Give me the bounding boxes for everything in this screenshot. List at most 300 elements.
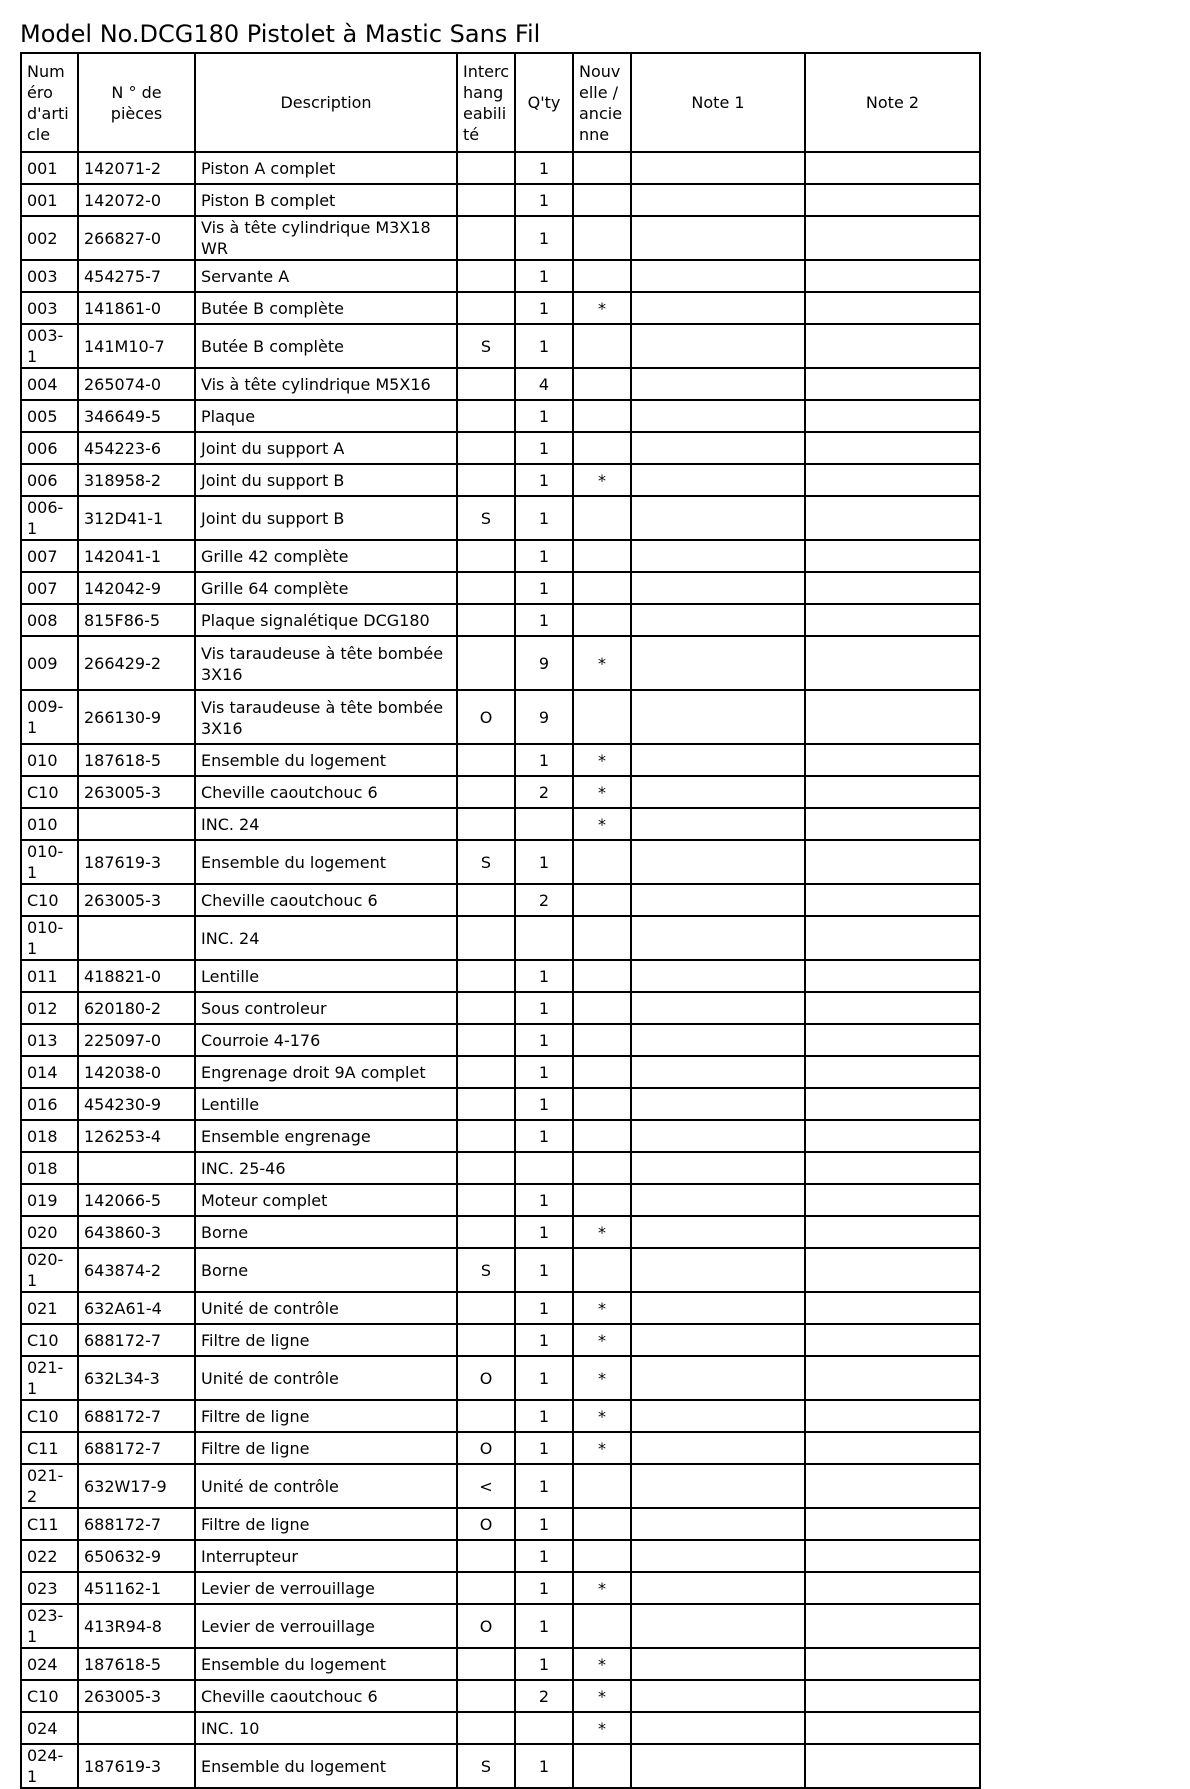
cell-description: Sous controleur [195,992,457,1024]
header-note-2: Note 2 [805,53,980,152]
cell-item-no: 024 [21,1648,78,1680]
cell-qty: 1 [515,260,573,292]
cell-description: Lentille [195,960,457,992]
cell-qty: 1 [515,216,573,260]
cell-note-2 [805,1024,980,1056]
cell-interchangeability [457,916,515,960]
cell-description: Engrenage droit 9A complet [195,1056,457,1088]
cell-note-2 [805,1184,980,1216]
cell-part-no: 266827-0 [78,216,195,260]
cell-qty: 1 [515,1216,573,1248]
cell-interchangeability [457,540,515,572]
table-row [21,1540,980,1572]
cell-new-old [573,1744,631,1788]
header-qty: Q'ty [515,53,573,152]
cell-qty: 2 [515,776,573,808]
parts-table [20,52,981,1789]
cell-new-old [573,1024,631,1056]
cell-interchangeability: S [457,496,515,540]
cell-qty: 2 [515,1680,573,1712]
cell-new-old [573,432,631,464]
cell-note-1 [631,1356,805,1400]
cell-new-old: * [573,1432,631,1464]
cell-description: Ensemble du logement [195,1744,457,1788]
cell-new-old: * [573,1400,631,1432]
cell-note-2 [805,1292,980,1324]
cell-item-no: 019 [21,1184,78,1216]
cell-note-1 [631,1184,805,1216]
cell-note-1 [631,992,805,1024]
cell-new-old [573,572,631,604]
cell-interchangeability [457,1024,515,1056]
cell-description: Butée B complète [195,324,457,368]
cell-item-no: C10 [21,776,78,808]
cell-part-no: 126253-4 [78,1120,195,1152]
cell-item-no: 003 [21,260,78,292]
cell-qty: 1 [515,1120,573,1152]
table-row [21,1120,980,1152]
cell-note-2 [805,636,980,690]
table-row [21,1604,980,1648]
cell-note-1 [631,604,805,636]
cell-interchangeability [457,1540,515,1572]
cell-interchangeability [457,1184,515,1216]
cell-qty: 1 [515,1508,573,1540]
cell-note-2 [805,1572,980,1604]
cell-note-1 [631,184,805,216]
cell-part-no: 688172-7 [78,1432,195,1464]
cell-qty: 1 [515,1400,573,1432]
cell-new-old [573,216,631,260]
cell-part-no: 187618-5 [78,744,195,776]
cell-interchangeability: S [457,1744,515,1788]
cell-note-2 [805,960,980,992]
table-row [21,776,980,808]
table-row [21,1712,980,1744]
cell-note-1 [631,840,805,884]
cell-note-1 [631,152,805,184]
cell-new-old [573,400,631,432]
cell-item-no: 003 [21,292,78,324]
cell-note-2 [805,216,980,260]
cell-part-no: 643860-3 [78,1216,195,1248]
cell-note-2 [805,324,980,368]
table-row [21,1184,980,1216]
cell-note-2 [805,1248,980,1292]
cell-part-no: 632L34-3 [78,1356,195,1400]
cell-new-old [573,840,631,884]
table-row [21,1152,980,1184]
cell-new-old [573,690,631,744]
table-row [21,260,980,292]
cell-description: Butée B complète [195,292,457,324]
cell-note-2 [805,604,980,636]
cell-note-2 [805,184,980,216]
cell-new-old [573,1152,631,1184]
cell-item-no: 009 [21,636,78,690]
table-row [21,636,980,690]
cell-qty: 1 [515,1184,573,1216]
cell-new-old [573,1248,631,1292]
cell-part-no [78,808,195,840]
cell-item-no: 012 [21,992,78,1024]
cell-note-2 [805,572,980,604]
cell-note-1 [631,808,805,840]
cell-item-no: 024 [21,1712,78,1744]
cell-part-no: 815F86-5 [78,604,195,636]
cell-interchangeability [457,1648,515,1680]
cell-qty: 1 [515,1088,573,1120]
header-new-old: Nouvelle / ancienne [573,53,631,152]
cell-item-no: 010-1 [21,840,78,884]
cell-description: Joint du support B [195,464,457,496]
cell-interchangeability [457,1572,515,1604]
table-row [21,960,980,992]
cell-note-2 [805,1508,980,1540]
cell-interchangeability [457,776,515,808]
cell-item-no: 014 [21,1056,78,1088]
cell-part-no: 142066-5 [78,1184,195,1216]
table-row [21,496,980,540]
cell-note-2 [805,1432,980,1464]
cell-qty: 1 [515,840,573,884]
cell-item-no: 010-1 [21,916,78,960]
cell-qty: 1 [515,1432,573,1464]
cell-description: Cheville caoutchouc 6 [195,884,457,916]
table-row [21,464,980,496]
table-row [21,1088,980,1120]
cell-new-old [573,960,631,992]
parts-table-body [21,152,980,1788]
cell-description: Borne [195,1248,457,1292]
cell-note-1 [631,1540,805,1572]
table-row [21,1508,980,1540]
cell-new-old: * [573,1292,631,1324]
cell-interchangeability: O [457,1604,515,1648]
cell-description: Ensemble du logement [195,744,457,776]
cell-new-old: * [573,464,631,496]
cell-item-no: 024-1 [21,1744,78,1788]
cell-item-no: 005 [21,400,78,432]
cell-item-no: C11 [21,1508,78,1540]
cell-description: Borne [195,1216,457,1248]
cell-qty: 1 [515,1056,573,1088]
cell-part-no: 142071-2 [78,152,195,184]
cell-part-no [78,916,195,960]
cell-part-no: 187619-3 [78,840,195,884]
cell-part-no: 650632-9 [78,1540,195,1572]
cell-interchangeability [457,1400,515,1432]
cell-item-no: 011 [21,960,78,992]
cell-item-no: 006 [21,464,78,496]
cell-part-no: 187619-3 [78,1744,195,1788]
cell-interchangeability [457,1680,515,1712]
cell-item-no: 023 [21,1572,78,1604]
cell-interchangeability: < [457,1464,515,1508]
table-row [21,916,980,960]
cell-interchangeability [457,1152,515,1184]
table-row [21,1356,980,1400]
cell-qty: 1 [515,1248,573,1292]
cell-qty [515,1152,573,1184]
cell-note-2 [805,1744,980,1788]
cell-note-1 [631,1712,805,1744]
cell-note-1 [631,690,805,744]
cell-item-no: C10 [21,1400,78,1432]
cell-note-2 [805,292,980,324]
cell-qty: 1 [515,464,573,496]
cell-description: Filtre de ligne [195,1508,457,1540]
cell-description: Interrupteur [195,1540,457,1572]
cell-item-no: 018 [21,1120,78,1152]
cell-item-no: 021-1 [21,1356,78,1400]
cell-interchangeability [457,1056,515,1088]
table-row [21,1400,980,1432]
cell-item-no: 004 [21,368,78,400]
cell-interchangeability: O [457,1432,515,1464]
cell-qty [515,808,573,840]
cell-description: Levier de verrouillage [195,1572,457,1604]
cell-interchangeability [457,1712,515,1744]
header-description: Description [195,53,457,152]
cell-part-no: 632W17-9 [78,1464,195,1508]
cell-interchangeability [457,432,515,464]
cell-note-2 [805,464,980,496]
cell-note-2 [805,884,980,916]
cell-interchangeability: S [457,1248,515,1292]
table-row [21,1056,980,1088]
cell-note-2 [805,1356,980,1400]
cell-item-no: 002 [21,216,78,260]
cell-new-old [573,992,631,1024]
cell-qty: 1 [515,496,573,540]
cell-note-2 [805,1648,980,1680]
cell-note-1 [631,496,805,540]
cell-item-no: C11 [21,1432,78,1464]
cell-part-no: 312D41-1 [78,496,195,540]
cell-note-2 [805,690,980,744]
cell-interchangeability [457,1216,515,1248]
cell-description: Servante A [195,260,457,292]
table-row [21,324,980,368]
cell-interchangeability [457,744,515,776]
table-row [21,1680,980,1712]
cell-qty: 1 [515,1604,573,1648]
cell-interchangeability [457,636,515,690]
table-row [21,1248,980,1292]
cell-qty: 1 [515,1324,573,1356]
cell-interchangeability [457,1292,515,1324]
cell-note-1 [631,1648,805,1680]
cell-part-no: 318958-2 [78,464,195,496]
cell-part-no: 454275-7 [78,260,195,292]
cell-new-old: * [573,808,631,840]
cell-qty: 1 [515,152,573,184]
cell-note-2 [805,1216,980,1248]
cell-part-no: 142072-0 [78,184,195,216]
cell-part-no: 266130-9 [78,690,195,744]
cell-interchangeability [457,260,515,292]
cell-new-old: * [573,1572,631,1604]
cell-note-1 [631,432,805,464]
cell-note-1 [631,1400,805,1432]
cell-new-old: * [573,1680,631,1712]
cell-qty: 1 [515,1464,573,1508]
table-row [21,400,980,432]
cell-note-1 [631,744,805,776]
cell-interchangeability: S [457,324,515,368]
cell-qty: 1 [515,1024,573,1056]
cell-item-no: 001 [21,152,78,184]
cell-note-2 [805,152,980,184]
page-title: Model No.DCG180 Pistolet à Mastic Sans Fil [20,20,541,48]
cell-interchangeability [457,400,515,432]
table-row [21,1024,980,1056]
cell-new-old [573,1508,631,1540]
cell-note-1 [631,960,805,992]
cell-note-1 [631,1464,805,1508]
cell-part-no: 263005-3 [78,776,195,808]
cell-note-1 [631,324,805,368]
cell-note-1 [631,1248,805,1292]
cell-note-2 [805,776,980,808]
cell-new-old: * [573,744,631,776]
table-row [21,744,980,776]
cell-note-1 [631,572,805,604]
cell-item-no: 013 [21,1024,78,1056]
cell-part-no [78,1152,195,1184]
cell-note-2 [805,1604,980,1648]
cell-description: Unité de contrôle [195,1356,457,1400]
cell-item-no: 021-2 [21,1464,78,1508]
cell-description: Lentille [195,1088,457,1120]
cell-qty: 1 [515,540,573,572]
cell-interchangeability [457,572,515,604]
cell-note-2 [805,496,980,540]
cell-note-1 [631,540,805,572]
cell-description: Moteur complet [195,1184,457,1216]
cell-part-no: 643874-2 [78,1248,195,1292]
cell-note-1 [631,1432,805,1464]
table-row [21,1432,980,1464]
cell-new-old [573,1464,631,1508]
cell-description: Ensemble du logement [195,840,457,884]
cell-description: Levier de verrouillage [195,1604,457,1648]
cell-item-no: 022 [21,1540,78,1572]
cell-note-2 [805,260,980,292]
cell-interchangeability [457,292,515,324]
cell-part-no: 688172-7 [78,1508,195,1540]
cell-description: INC. 25-46 [195,1152,457,1184]
cell-note-2 [805,1152,980,1184]
cell-interchangeability [457,1324,515,1356]
cell-description: INC. 24 [195,808,457,840]
header-interchangeability: Interchangeabilité [457,53,515,152]
cell-part-no: 142041-1 [78,540,195,572]
cell-item-no: 020-1 [21,1248,78,1292]
table-row [21,1464,980,1508]
cell-part-no: 141M10-7 [78,324,195,368]
cell-item-no: 023-1 [21,1604,78,1648]
cell-note-1 [631,1292,805,1324]
cell-part-no: 142038-0 [78,1056,195,1088]
table-row [21,184,980,216]
cell-interchangeability [457,808,515,840]
table-row [21,808,980,840]
cell-qty: 1 [515,744,573,776]
cell-description: Vis taraudeuse à tête bombée 3X16 [195,690,457,744]
cell-note-1 [631,1152,805,1184]
cell-qty: 1 [515,992,573,1024]
table-row [21,432,980,464]
cell-part-no: 187618-5 [78,1648,195,1680]
cell-part-no: 413R94-8 [78,1604,195,1648]
cell-note-1 [631,1056,805,1088]
cell-interchangeability: O [457,1356,515,1400]
cell-note-1 [631,636,805,690]
cell-note-2 [805,1540,980,1572]
table-row [21,1572,980,1604]
cell-part-no: 263005-3 [78,1680,195,1712]
cell-note-2 [805,1056,980,1088]
cell-new-old [573,324,631,368]
cell-part-no: 266429-2 [78,636,195,690]
cell-note-1 [631,216,805,260]
cell-part-no: 632A61-4 [78,1292,195,1324]
table-row [21,292,980,324]
cell-qty: 1 [515,184,573,216]
cell-description: Courroie 4-176 [195,1024,457,1056]
cell-item-no: 016 [21,1088,78,1120]
cell-note-2 [805,540,980,572]
cell-description: Cheville caoutchouc 6 [195,1680,457,1712]
cell-note-2 [805,916,980,960]
cell-new-old [573,1088,631,1120]
cell-new-old [573,540,631,572]
table-row [21,540,980,572]
cell-item-no: 009-1 [21,690,78,744]
cell-item-no: 010 [21,744,78,776]
cell-qty: 1 [515,1292,573,1324]
cell-part-no: 454230-9 [78,1088,195,1120]
cell-note-1 [631,400,805,432]
cell-new-old: * [573,636,631,690]
cell-new-old: * [573,1648,631,1680]
cell-note-2 [805,744,980,776]
cell-new-old: * [573,1712,631,1744]
cell-description: Ensemble engrenage [195,1120,457,1152]
table-row [21,216,980,260]
cell-qty: 1 [515,1356,573,1400]
cell-note-1 [631,1572,805,1604]
cell-new-old [573,1540,631,1572]
cell-part-no: 688172-7 [78,1324,195,1356]
cell-interchangeability [457,992,515,1024]
cell-note-1 [631,368,805,400]
cell-new-old [573,1056,631,1088]
cell-part-no: 263005-3 [78,884,195,916]
cell-item-no: 020 [21,1216,78,1248]
cell-new-old [573,184,631,216]
cell-description: Grille 42 complète [195,540,457,572]
cell-description: Filtre de ligne [195,1400,457,1432]
table-row [21,1648,980,1680]
cell-new-old [573,1120,631,1152]
cell-item-no: 006-1 [21,496,78,540]
cell-note-2 [805,368,980,400]
cell-item-no: 008 [21,604,78,636]
cell-part-no: 265074-0 [78,368,195,400]
